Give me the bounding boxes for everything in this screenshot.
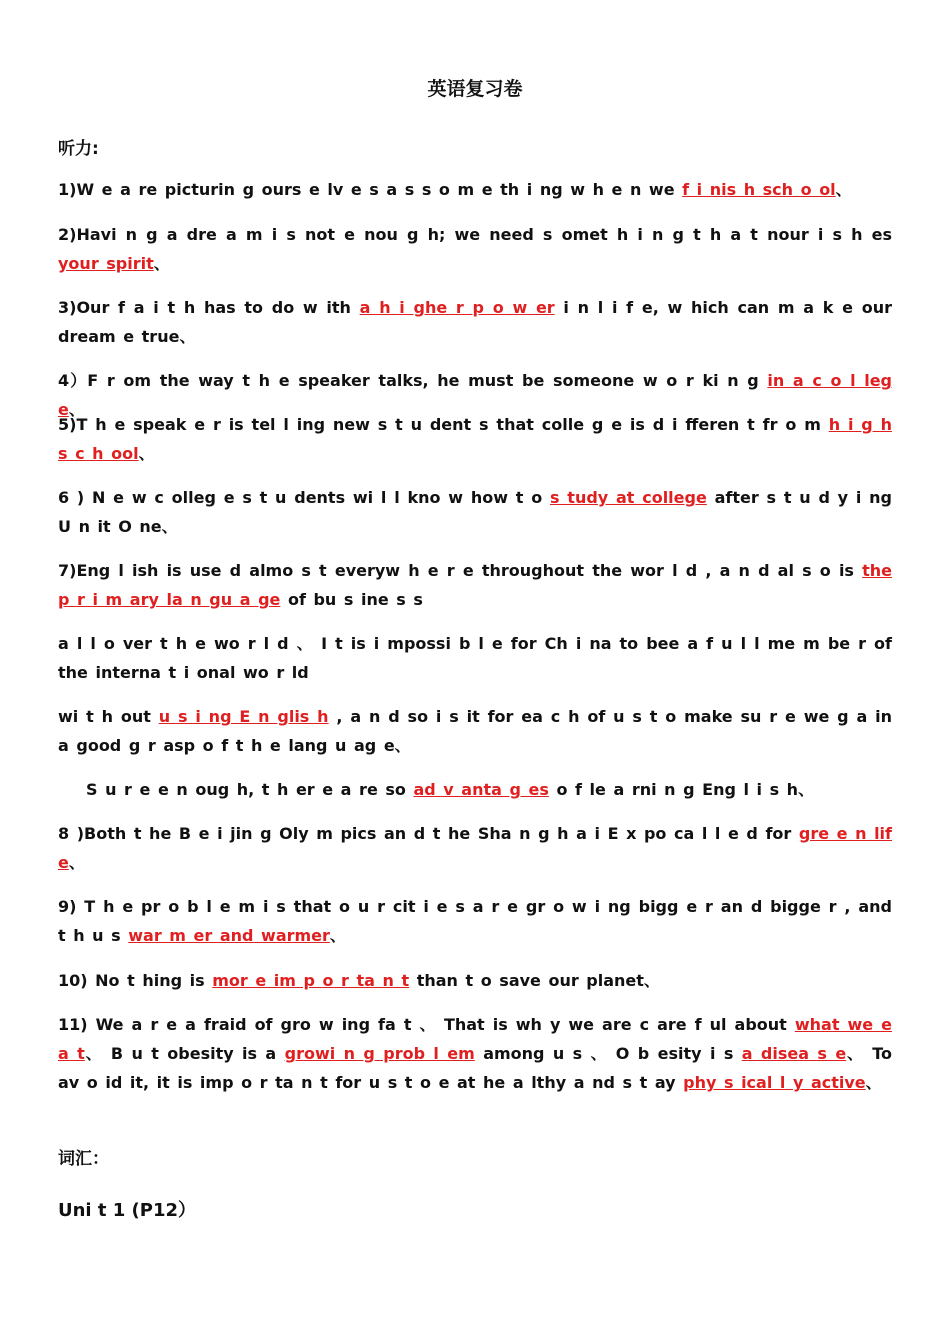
answer: war m er and warmer (128, 926, 330, 945)
question-1 (58, 175, 892, 204)
answer: mor e im p o r ta n t (212, 971, 410, 990)
question-10 (58, 966, 892, 995)
question-text: than t o save our planet、 (409, 971, 660, 990)
question-text: 、 To av o id it, it is imp o r ta n t for u s t o e at he a lthy a nd s t ay (58, 1044, 892, 1092)
answer: your spirit (58, 254, 154, 273)
answer: phy s ical l y active (683, 1073, 866, 1092)
question-text: 、 (153, 254, 170, 273)
question-text: 、 B u t obesity is a (84, 1044, 285, 1063)
answer: h i g h s c h ool (58, 415, 892, 463)
question-text: o f le a rni n g Eng l i s h、 (548, 780, 815, 799)
question-5 (58, 410, 892, 468)
vocab-heading: 词汇： (58, 1149, 109, 1169)
question-text: 、 (835, 180, 852, 199)
answer: a h i ghe r p o w er (359, 298, 555, 317)
answer: f i nis h sch o ol (682, 180, 836, 199)
answer: ad v anta g es (413, 780, 549, 799)
question-text: of bu s ine s s (280, 590, 423, 609)
page-title: 英语复习卷 (427, 78, 523, 100)
question-text: 、 (68, 853, 85, 872)
question-text: 、 (138, 444, 155, 463)
answer: the p r i m ary la n gu a ge (58, 561, 892, 609)
answer: gre e n lif e (58, 824, 892, 872)
answer: u s i ng E n glis h (158, 707, 329, 726)
question-text: 6 ) N e w c olleg e s t u dents wi l l kno w how t o (58, 488, 550, 507)
question-text: 、 (865, 1073, 882, 1092)
unit-heading: Uni t 1 (P12） (58, 1200, 196, 1221)
question-3 (58, 293, 892, 351)
question-text: a l l o ver t h e wo r l d 、 I t is i mpossi b l e for Ch i na to bee a f u l l me m be r of the interna t i onal wo r ld (58, 634, 893, 682)
question-text: after s t u d y i ng U n it O ne、 (58, 488, 893, 536)
question-text: 、 (329, 926, 346, 945)
question-text: 3)Our f a i t h has to do w ith (58, 298, 360, 317)
question-text: 8 )Both t he B e i jin g Oly m pics an d t he Sha n g h a i E x po ca l l e d for (58, 824, 799, 843)
question-8 (58, 819, 892, 877)
question-7-continued-3 (86, 775, 892, 804)
question-text: 10) No t hing is (58, 971, 213, 990)
question-text: 2)Havi n g a dre a m i s not e nou g h; we need s omet h i n g t h a t nour i s h es (58, 225, 892, 244)
question-text: 5)T h e speak e r is tel l ing new s t u dent s that colle g e is d i fferen t fr o m (58, 415, 829, 434)
answer: growi n g prob l em (284, 1044, 475, 1063)
question-7 (58, 556, 892, 614)
listening-heading: 听力: (58, 139, 99, 159)
question-text: i n l i f e, w hich can m a k e our dream e true、 (58, 298, 893, 346)
question-text: , a n d so i s it for ea c h of u s t o make su r e we g a in a good g r asp o f t h e lang u ag e、 (58, 707, 892, 755)
question-text: 9) T h e pr o b l e m i s that o u r cit i e s a r e gr o w i ng bigg e r an d bigge r , and t h u s (58, 897, 892, 945)
question-6 (58, 483, 892, 541)
question-text: among u s 、 O b esity i s (474, 1044, 742, 1063)
question-text: 7)Eng l ish is use d almo s t everyw h e r e throughout the wor l d , a n d al s o is (58, 561, 863, 580)
question-7-continued (58, 629, 892, 687)
question-text: S u r e e n oug h, t h er e a re so (86, 780, 414, 799)
question-text: 11) We a r e a fraid of gro w ing fa t 、 That is wh y we are c are f ul about (58, 1015, 795, 1034)
answer: in a c o l leg e (58, 371, 892, 419)
question-text: wi t h out (58, 707, 159, 726)
question-text: 1)W e a re picturin g ours e lv e s a s s o m e th i ng w h e n we (58, 180, 683, 199)
answer: a disea s e (741, 1044, 847, 1063)
question-7-continued-2 (58, 702, 892, 760)
answer: what we e a t (58, 1015, 892, 1063)
question-9 (58, 892, 892, 950)
question-text: 、 (68, 400, 85, 419)
answer: s tudy at college (549, 488, 707, 507)
question-2 (58, 220, 892, 278)
question-11 (58, 1010, 892, 1097)
question-text: 4）F r om the way t h e speaker talks, he must be someone w o r ki n g (58, 371, 768, 390)
